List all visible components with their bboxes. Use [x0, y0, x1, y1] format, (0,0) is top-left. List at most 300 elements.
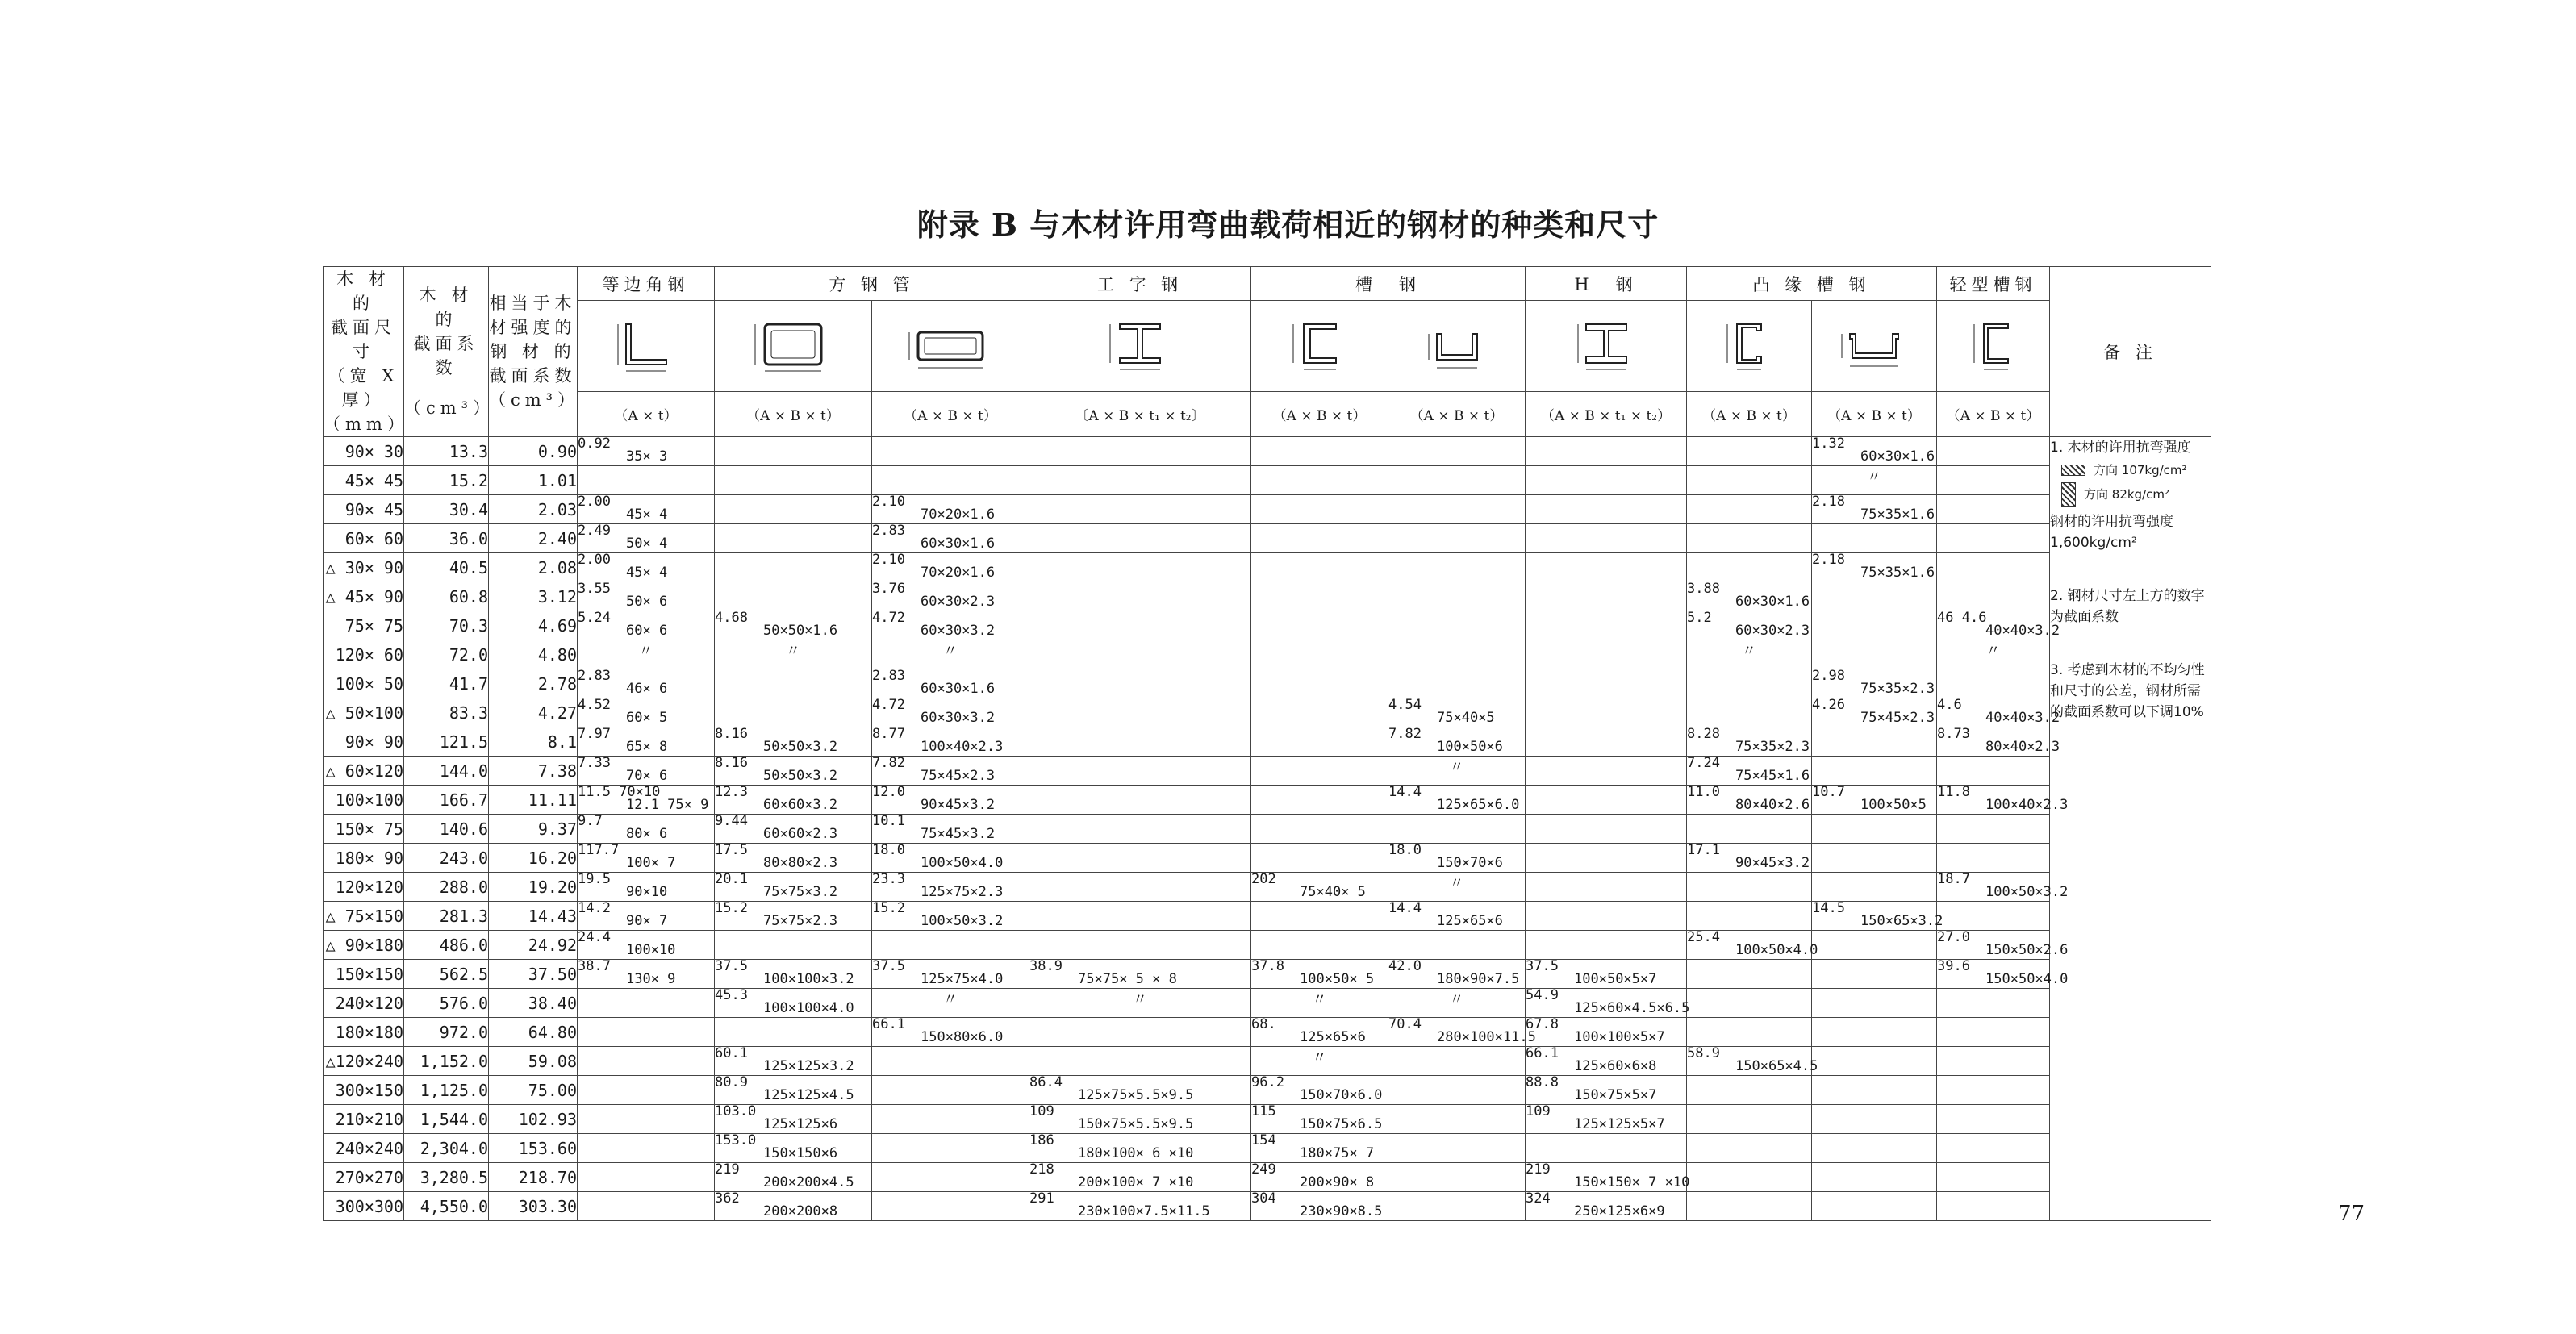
steel-size-cell — [1687, 524, 1812, 553]
steel-size-cell — [1937, 640, 2050, 669]
steel-size-cell — [715, 1105, 872, 1134]
steel-size-cell — [1251, 466, 1388, 495]
steel-size-cell — [715, 1018, 872, 1047]
steel-size-cell — [1687, 640, 1812, 669]
steel-modulus-cell: 11.11 — [489, 786, 578, 815]
steel-dimension-value: 100×50×5×7 — [1574, 971, 1657, 987]
steel-dimension-value: 80×40×2.6 — [1735, 797, 1810, 813]
steel-size-cell — [1937, 989, 2050, 1018]
section-modulus-value: 304 — [1251, 1190, 1276, 1207]
note-1-steel-value: 1,600kg/cm² — [2050, 535, 2137, 551]
steel-dimension-value: 75×45×3.2 — [921, 826, 996, 842]
steel-size-cell — [715, 989, 872, 1018]
steel-size-cell — [578, 931, 715, 960]
steel-size-cell — [1812, 815, 1937, 844]
section-modulus-value: 18.0 — [872, 842, 905, 858]
steel-size-cell — [578, 989, 715, 1018]
steel-dimension-value: 150×75×5.5×9.5 — [1078, 1116, 1194, 1132]
table-row — [324, 902, 2211, 931]
steel-size-cell — [1251, 1105, 1388, 1134]
wood-size-cell: △ 75×150 — [324, 902, 404, 931]
wood-size-cell: 60× 60 — [324, 524, 404, 553]
square-tube-icon — [715, 301, 872, 392]
channel-section-icon — [1251, 301, 1388, 392]
table-row — [324, 1192, 2211, 1221]
steel-size-cell — [1812, 553, 1937, 582]
wood-modulus-cell: 13.3 — [404, 437, 489, 466]
steel-size-cell — [1029, 1163, 1251, 1192]
steel-size-cell — [1388, 844, 1526, 873]
section-modulus-value: 9.44 — [715, 813, 748, 829]
section-modulus-value: 38.9 — [1029, 958, 1063, 974]
steel-size-cell — [1251, 437, 1388, 466]
steel-dimension-value: 180×90×7.5 — [1437, 971, 1520, 987]
steel-dimension-value: 60×30×1.6 — [1735, 594, 1810, 610]
table-row — [324, 698, 2211, 727]
formula-i-beam: 〔A × B × t₁ × t₂〕 — [1029, 392, 1251, 437]
section-modulus-value: 11.5 70×10 — [578, 784, 661, 800]
wood-grain-icon — [2061, 465, 2085, 476]
note-1-dir1-text: 方向 107kg/cm² — [2094, 463, 2187, 477]
wood-size-cell: 210×210 — [324, 1105, 404, 1134]
steel-modulus-cell: 19.20 — [489, 873, 578, 902]
wood-size-cell: △ 60×120 — [324, 757, 404, 786]
steel-size-cell — [1388, 1134, 1526, 1163]
section-modulus-value: 14.2 — [578, 900, 611, 916]
section-modulus-value: 2.18 — [1812, 494, 1845, 510]
steel-size-cell — [1812, 1134, 1937, 1163]
steel-dimension-value: 100×50×3.2 — [921, 913, 1004, 929]
steel-size-cell — [1388, 1192, 1526, 1221]
steel-size-cell — [872, 873, 1029, 902]
steel-size-cell — [1251, 669, 1388, 698]
steel-size-cell — [1251, 553, 1388, 582]
steel-size-cell — [872, 727, 1029, 757]
steel-dimension-value: 40×40×3.2 — [1985, 710, 2060, 726]
steel-size-cell — [1029, 1076, 1251, 1105]
steel-size-cell — [578, 524, 715, 553]
steel-size-cell — [1029, 495, 1251, 524]
steel-size-cell — [1687, 1163, 1812, 1192]
steel-dimension-value: 75×35×2.3 — [1735, 739, 1810, 755]
table-row — [324, 437, 2211, 466]
table-row — [324, 757, 2211, 786]
steel-dimension-value: 60× 6 — [626, 623, 668, 639]
steel-dimension-value: 125×65×6.0 — [1437, 797, 1520, 813]
steel-dimension-value: 125×75×2.3 — [921, 884, 1004, 900]
steel-size-cell — [1526, 960, 1687, 989]
steel-size-cell — [1029, 466, 1251, 495]
steel-dimension-value: 70×20×1.6 — [921, 507, 996, 523]
steel-size-cell — [1937, 1105, 2050, 1134]
steel-size-cell — [1251, 931, 1388, 960]
ditto-mark: 〃 — [1133, 991, 1148, 1008]
table-row — [324, 669, 2211, 698]
wood-size-cell: △ 50×100 — [324, 698, 404, 727]
steel-dimension-value: 230×90×8.5 — [1300, 1203, 1383, 1219]
steel-size-cell — [1526, 757, 1687, 786]
steel-size-cell — [1388, 698, 1526, 727]
section-modulus-value: 58.9 — [1687, 1045, 1720, 1061]
steel-dimension-value: 150×80×6.0 — [921, 1029, 1004, 1045]
steel-size-cell — [1251, 495, 1388, 524]
steel-size-cell — [1251, 524, 1388, 553]
steel-size-cell — [578, 553, 715, 582]
steel-size-cell — [1937, 1163, 2050, 1192]
section-modulus-value: 37.5 — [715, 958, 748, 974]
steel-size-cell — [715, 902, 872, 931]
steel-size-cell — [1687, 1192, 1812, 1221]
steel-dimension-value: 70×20×1.6 — [921, 565, 996, 581]
section-modulus-value: 8.28 — [1687, 726, 1720, 742]
steel-size-cell — [1526, 786, 1687, 815]
steel-size-cell — [872, 786, 1029, 815]
steel-size-cell — [1029, 757, 1251, 786]
steel-size-cell — [1937, 697, 2060, 727]
steel-size-cell — [1812, 495, 1937, 524]
wood-size-cell: 90× 90 — [324, 727, 404, 757]
steel-dimension-value: 100×100×3.2 — [763, 971, 854, 987]
steel-dimension-value: 60× 5 — [626, 710, 668, 726]
steel-size-cell — [1937, 757, 2050, 786]
wood-size-cell: 240×120 — [324, 989, 404, 1018]
steel-size-cell — [1526, 669, 1687, 698]
section-modulus-value: 4.72 — [872, 697, 905, 713]
steel-dimension-value: 46× 6 — [626, 681, 668, 697]
section-modulus-value: 10.7 — [1812, 784, 1845, 800]
steel-size-cell — [1388, 960, 1526, 989]
section-modulus-value: 324 — [1526, 1190, 1551, 1207]
ditto-mark: 〃 — [1449, 875, 1464, 892]
steel-dimension-value: 70× 6 — [626, 768, 668, 784]
table-row — [324, 611, 2211, 640]
header-h-beam: H 钢 — [1526, 267, 1687, 301]
steel-dimension-value: 75×45×2.3 — [921, 768, 996, 784]
steel-modulus-cell: 4.80 — [489, 640, 578, 669]
steel-size-cell — [1388, 437, 1526, 466]
rect-tube-icon — [872, 301, 1029, 392]
steel-size-cell — [1526, 640, 1687, 669]
table-row — [324, 1105, 2211, 1134]
steel-dimension-value: 50×50×3.2 — [763, 768, 838, 784]
section-modulus-value: 20.1 — [715, 871, 748, 887]
wood-modulus-cell: 972.0 — [404, 1018, 489, 1047]
steel-dimension-value: 60×30×2.3 — [1735, 623, 1810, 639]
steel-dimension-value: 100×50×6 — [1437, 739, 1503, 755]
steel-modulus-cell: 16.20 — [489, 844, 578, 873]
steel-dimension-value: 75×35×1.6 — [1860, 507, 1935, 523]
steel-size-cell — [872, 1134, 1029, 1163]
steel-modulus-cell: 8.1 — [489, 727, 578, 757]
steel-size-cell — [1388, 727, 1526, 757]
steel-size-cell — [872, 466, 1029, 495]
steel-dimension-value: 90× 7 — [626, 913, 668, 929]
steel-size-cell — [1251, 873, 1388, 902]
section-modulus-value: 362 — [715, 1190, 740, 1207]
steel-size-cell — [1687, 960, 1812, 989]
section-modulus-value: 2.83 — [578, 668, 611, 684]
section-modulus-value: 19.5 — [578, 871, 611, 887]
steel-size-cell — [1388, 873, 1526, 902]
header-notes: 备 注 — [2050, 267, 2211, 437]
section-modulus-value: 4.52 — [578, 697, 611, 713]
steel-size-cell — [578, 844, 715, 873]
notes-column — [2050, 437, 2211, 1221]
steel-dimension-value: 75×45×1.6 — [1735, 768, 1810, 784]
steel-dimension-value: 65× 8 — [626, 739, 668, 755]
steel-dimension-value: 125×125×5×7 — [1574, 1116, 1665, 1132]
steel-size-cell — [1937, 726, 2060, 757]
steel-dimension-value: 50× 4 — [626, 536, 668, 552]
steel-size-cell — [1937, 929, 2069, 960]
steel-size-cell — [1029, 1018, 1251, 1047]
steel-dimension-value: 100×40×2.3 — [921, 739, 1004, 755]
section-modulus-value: 103.0 — [715, 1103, 757, 1119]
steel-size-cell — [578, 727, 715, 757]
steel-size-cell — [1526, 582, 1687, 611]
section-modulus-value: 27.0 — [1937, 929, 1970, 945]
steel-size-cell — [1029, 611, 1251, 640]
ditto-mark: 〃 — [1742, 643, 1757, 660]
steel-size-cell — [578, 815, 715, 844]
section-modulus-value: 5.2 — [1687, 610, 1712, 626]
wood-size-cell: 45× 45 — [324, 466, 404, 495]
steel-dimension-value: 200×200×4.5 — [763, 1174, 854, 1190]
section-modulus-value: 219 — [1526, 1161, 1551, 1178]
header-wood-size: 木 材 的 截面尺寸 （宽 X 厚） （mm） — [324, 267, 404, 437]
steel-dimension-value: 200×100× 7 ×10 — [1078, 1174, 1194, 1190]
steel-size-cell — [1812, 786, 1937, 815]
page-number: 77 — [2338, 1202, 2365, 1226]
steel-size-cell — [1812, 900, 1943, 931]
steel-size-cell — [872, 757, 1029, 786]
steel-size-cell — [1388, 815, 1526, 844]
steel-size-cell — [1388, 786, 1526, 815]
steel-size-cell — [1388, 640, 1526, 669]
steel-size-cell — [1687, 611, 1812, 640]
section-modulus-value: 219 — [715, 1161, 740, 1178]
section-modulus-value: 218 — [1029, 1161, 1054, 1178]
steel-size-cell — [1812, 669, 1937, 698]
steel-size-cell — [1029, 582, 1251, 611]
steel-dimension-value: 130× 9 — [626, 971, 676, 987]
steel-size-cell — [1937, 958, 2069, 989]
steel-dimension-value: 60×30×3.2 — [921, 710, 996, 726]
steel-size-cell — [1937, 1018, 2050, 1047]
section-modulus-value: 15.2 — [715, 900, 748, 916]
ditto-mark: 〃 — [1312, 991, 1327, 1008]
steel-size-cell — [578, 1163, 715, 1192]
steel-dimension-value: 100×100×4.0 — [763, 1000, 854, 1016]
steel-size-cell — [1687, 1134, 1812, 1163]
section-modulus-value: 7.97 — [578, 726, 611, 742]
steel-dimension-value: 100×40×2.3 — [1985, 797, 2069, 813]
steel-size-cell — [872, 902, 1029, 931]
steel-size-cell — [578, 1105, 715, 1134]
steel-size-cell — [1388, 582, 1526, 611]
header-wood-modulus: 木 材 的 截面系数 （cm³） — [404, 267, 489, 437]
steel-size-cell — [872, 582, 1029, 611]
steel-size-cell — [1812, 989, 1937, 1018]
steel-dimension-value: 125×125×3.2 — [763, 1058, 854, 1074]
section-modulus-value: 37.8 — [1251, 958, 1284, 974]
section-modulus-value: 24.4 — [578, 929, 611, 945]
steel-dimension-value: 60×60×2.3 — [763, 826, 838, 842]
steel-dimension-value: 125×65×6 — [1300, 1029, 1366, 1045]
steel-size-cell — [1812, 698, 1937, 727]
wood-modulus-cell: 3,280.5 — [404, 1163, 489, 1192]
steel-size-cell — [578, 437, 715, 466]
steel-size-cell — [715, 495, 872, 524]
wood-size-cell: 90× 45 — [324, 495, 404, 524]
wood-modulus-cell: 288.0 — [404, 873, 489, 902]
section-modulus-value: 66.1 — [1526, 1045, 1559, 1061]
steel-size-cell — [1251, 582, 1388, 611]
steel-size-cell — [715, 873, 872, 902]
steel-size-cell — [1687, 1045, 1818, 1076]
steel-dimension-value: 150×150×6 — [763, 1145, 838, 1161]
section-modulus-value: 11.8 — [1937, 784, 1970, 800]
steel-modulus-cell: 218.70 — [489, 1163, 578, 1192]
steel-dimension-value: 100×50× 5 — [1300, 971, 1375, 987]
section-modulus-value: 54.9 — [1526, 987, 1559, 1003]
steel-dimension-value: 100×100×5×7 — [1574, 1029, 1665, 1045]
steel-modulus-cell: 24.92 — [489, 931, 578, 960]
steel-size-cell — [578, 960, 715, 989]
steel-size-cell — [1029, 1192, 1251, 1221]
section-modulus-value: 96.2 — [1251, 1074, 1284, 1090]
steel-size-cell — [1388, 931, 1526, 960]
steel-dimension-value: 45× 4 — [626, 565, 668, 581]
note-1-dir1 — [2061, 463, 2211, 477]
steel-size-cell — [1251, 815, 1388, 844]
steel-dimension-value: 60×60×3.2 — [763, 797, 838, 813]
section-modulus-value: 60.1 — [715, 1045, 748, 1061]
wood-size-cell: 100×100 — [324, 786, 404, 815]
steel-size-cell — [1029, 989, 1251, 1018]
table-row — [324, 582, 2211, 611]
steel-size-cell — [1937, 1076, 2050, 1105]
section-modulus-value: 7.82 — [1388, 726, 1422, 742]
steel-size-cell — [1251, 786, 1388, 815]
steel-size-cell — [1812, 931, 1937, 960]
steel-size-cell — [1526, 815, 1687, 844]
wood-size-cell: 120×120 — [324, 873, 404, 902]
section-modulus-value: 8.16 — [715, 726, 748, 742]
steel-size-cell — [1687, 1105, 1812, 1134]
steel-dimension-value: 90×10 — [626, 884, 668, 900]
steel-size-cell — [1526, 437, 1687, 466]
section-modulus-value: 1.32 — [1812, 436, 1845, 452]
section-modulus-value: 2.00 — [578, 552, 611, 568]
steel-size-cell — [872, 1047, 1029, 1076]
wood-modulus-cell: 83.3 — [404, 698, 489, 727]
steel-size-cell — [1937, 1134, 2050, 1163]
ditto-mark: 〃 — [1985, 643, 2001, 660]
wood-modulus-cell: 15.2 — [404, 466, 489, 495]
section-modulus-value: 10.1 — [872, 813, 905, 829]
steel-size-cell — [715, 1192, 872, 1221]
steel-dimension-value: 150×70×6.0 — [1300, 1087, 1383, 1103]
steel-size-cell — [578, 611, 715, 640]
steel-size-cell — [1526, 902, 1687, 931]
steel-size-cell — [1812, 1105, 1937, 1134]
steel-dimension-value: 60×30×1.6 — [921, 536, 996, 552]
steel-size-cell — [1526, 1134, 1687, 1163]
table-row — [324, 553, 2211, 582]
steel-size-cell — [715, 1163, 872, 1192]
steel-size-cell — [872, 553, 1029, 582]
section-modulus-value: 4.54 — [1388, 697, 1422, 713]
table-row — [324, 466, 2211, 495]
steel-size-cell — [715, 640, 872, 669]
wood-size-cell: 270×270 — [324, 1163, 404, 1192]
note-1 — [2050, 437, 2211, 553]
steel-size-cell — [1937, 1192, 2050, 1221]
steel-dimension-value: 100×10 — [626, 942, 676, 958]
steel-size-cell — [1812, 1018, 1937, 1047]
section-modulus-value: 37.5 — [872, 958, 905, 974]
formula-h-beam: （A × B × t₁ × t₂） — [1526, 392, 1687, 437]
steel-modulus-cell: 9.37 — [489, 815, 578, 844]
steel-size-cell — [578, 902, 715, 931]
steel-dimension-value: 75×35×1.6 — [1860, 565, 1935, 581]
table-row — [324, 524, 2211, 553]
section-modulus-value: 2.18 — [1812, 552, 1845, 568]
formula-channel-down: （A × B × t） — [1388, 392, 1526, 437]
steel-size-cell — [715, 727, 872, 757]
section-modulus-value: 8.16 — [715, 755, 748, 771]
steel-size-cell — [1526, 1161, 1690, 1192]
steel-modulus-cell: 38.40 — [489, 989, 578, 1018]
section-modulus-value: 66.1 — [872, 1016, 905, 1032]
steel-size-cell — [1937, 610, 2060, 640]
steel-size-cell — [1937, 553, 2050, 582]
steel-size-cell — [1526, 524, 1687, 553]
steel-dimension-value: 150×65×4.5 — [1735, 1058, 1818, 1074]
steel-size-cell — [872, 844, 1029, 873]
wood-modulus-cell: 121.5 — [404, 727, 489, 757]
steel-size-cell — [1388, 1105, 1526, 1134]
section-modulus-value: 37.5 — [1526, 958, 1559, 974]
steel-size-cell — [1687, 1076, 1812, 1105]
steel-size-cell — [1687, 902, 1812, 931]
steel-dimension-value: 75×75× 5 × 8 — [1078, 971, 1177, 987]
steel-size-cell — [1687, 582, 1812, 611]
steel-dimension-value: 100×50×4.0 — [1735, 942, 1818, 958]
section-modulus-value: 46 4.6 — [1937, 610, 1987, 626]
steel-size-cell — [872, 437, 1029, 466]
steel-dimension-value: 80× 6 — [626, 826, 668, 842]
steel-dimension-value: 50×50×3.2 — [763, 739, 838, 755]
section-modulus-value: 4.26 — [1812, 697, 1845, 713]
steel-size-cell — [1937, 784, 2069, 815]
steel-modulus-cell: 4.69 — [489, 611, 578, 640]
steel-size-cell — [1029, 931, 1251, 960]
steel-dimension-value: 125×60×4.5×6.5 — [1574, 1000, 1690, 1016]
lipped-channel-icon — [1687, 301, 1812, 392]
steel-size-cell — [1812, 1192, 1937, 1221]
steel-dimension-value: 45× 4 — [626, 507, 668, 523]
section-modulus-value: 68. — [1251, 1016, 1276, 1032]
section-modulus-value: 2.00 — [578, 494, 611, 510]
wood-modulus-cell: 36.0 — [404, 524, 489, 553]
steel-size-cell — [1687, 815, 1812, 844]
wood-modulus-cell: 70.3 — [404, 611, 489, 640]
steel-dimension-value: 180×75× 7 — [1300, 1145, 1375, 1161]
steel-size-cell — [1937, 871, 2069, 902]
table-row — [324, 1163, 2211, 1192]
